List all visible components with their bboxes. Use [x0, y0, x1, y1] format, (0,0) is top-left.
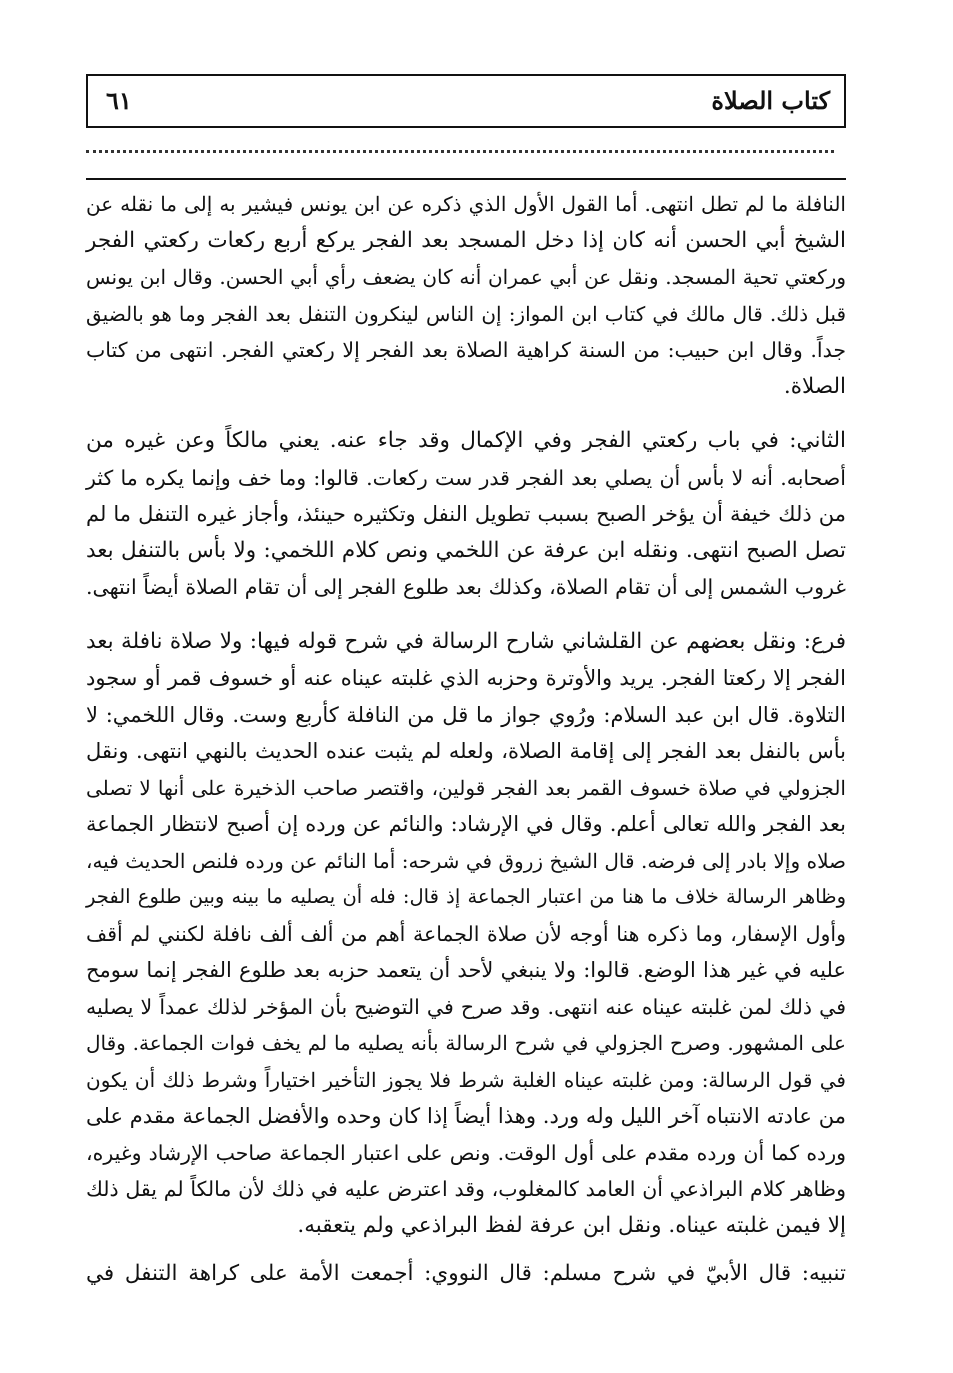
paragraph-2: [86, 423, 846, 606]
text-line: تنبيه: قال الأبيّ في شرح مسلم: قال النووي: أجمعت الأمة على كراهة التنفل في: [86, 1261, 846, 1286]
text-line: في قول الرسالة: ومن غلبته عيناه الغلبة شرط فلا يجوز التأخير اختياراً وشرط ذلك أن يكون: [86, 1067, 846, 1092]
text-line: الجزولي في صلاة خسوف القمر بعد الفجر قولين، واقتصر صاحب الذخيرة على أنها لا تصلى: [86, 775, 846, 800]
text-line: قبل ذلك. قال مالك في كتاب ابن المواز: إن الناس لينكرون التنفل بعد الفجر وما هو بالضيق: [86, 301, 846, 326]
text-line: النافلة ما لم تطل انتهى. أما القول الأول الذي ذكره عن ابن يونس فيشير به إلى ما نقله عن: [86, 192, 846, 216]
text-line: وظاهر كلام البراذعي أن العامد كالمغلوب، وقد اعترض عليه في ذلك لأن مالكاً لم يقل ذلك: [86, 1177, 846, 1201]
text-line: بأس بالنفل بعد الفجر إلى إقامة الصلاة، ولعله لم يثبت عنده الحديث بالنهي انتهى. ونقل: [86, 739, 846, 763]
page-number: ٦١: [106, 86, 132, 115]
text-line: تصل الصبح انتهى. ونقله ابن عرفة عن اللخمي ونص كلام اللخمي: ولا بأس بالتنفل بعد: [86, 537, 846, 563]
running-title: كتاب الصلاة: [711, 86, 830, 115]
text-line: غروب الشمس إلى أن تقام الصلاة، وكذلك بعد طلوع الفجر إلى أن تقام الصلاة أيضاً انتهى.: [86, 575, 846, 599]
text-line: الثاني: في باب ركعتي الفجر وفي الإكمال وقد جاء عنه. يعني مالكاً وعن غيره من: [86, 428, 846, 453]
solid-divider: [86, 178, 846, 180]
text-line: أصحابه. أنه لا بأس أن يصلي بعد الفجر قدر ست ركعات. قالوا: وما خف وإنما يكره ما كثر: [86, 465, 846, 490]
dotted-divider: [86, 150, 834, 153]
paragraph-3: [86, 624, 846, 1245]
text-line: التلاوة. قال ابن عبد السلام: ورُوي جواز ما قل من النافلة كأربع وست. وقال اللخمي: لا: [86, 702, 846, 727]
text-line: الشيخ أبي الحسن أنه كان إذا دخل المسجد بعد الفجر يركع أربع ركعات ركعتي الفجر: [86, 227, 846, 253]
text-line: إلا فيمن غلبته عيناه. ونقل ابن عرفة لفظ البراذعي ولم يتعقبه.: [297, 1212, 846, 1238]
text-line: الصلاة.: [783, 373, 846, 399]
text-line: وظاهر الرسالة خلاف ما هنا من اعتبار الجماعة إذ قال: فله أن يصليه ما بينه وبين طلوع الفجر: [86, 885, 846, 908]
text-line: ورده كما أن ورده مقدم على أول الوقت. ونص على اعتبار الجماعة صاحب الإرشاد وغيره،: [86, 1140, 846, 1165]
page-body: [86, 186, 846, 1293]
text-line: عليه في غير هذا الوضع. قالوا: ولا ينبغي لأحد أن يتعمد حزبه بعد طلوع الفجر إنما سومح: [86, 958, 846, 982]
text-line: وركعتي تحية المسجد. ونقل عن أبي عمران أنه كان يضعف رأي أبي الحسن. وقال ابن يونس: [86, 265, 846, 289]
running-header: [86, 74, 846, 128]
text-line: بعد الفجر والله تعالى أعلم. وقال في الإرشاد: والنائم عن ورده إن أصبح لانتظار الجماعة: [86, 812, 846, 836]
text-line: وأول الإسفار، وما ذكره هنا أوجه لأن صلاة الجماعة أهم من ألف ألف نافلة لكنني لم أقف: [86, 921, 846, 946]
text-line: في ذلك لمن غلبته عيناه عنه انتهى. وقد صرح في التوضيح بأن المؤخر لذلك عمداً لا يصليه: [86, 994, 846, 1019]
text-line: صلاه وإلا بادر إلى فرضه. قال الشيخ زروق في شرحه: أما النائم عن ورده فلنص الحديث فيه،: [86, 848, 846, 873]
paragraph-1: [86, 186, 846, 405]
text-line: من عادته الانتباه آخر الليل وله ورد. وهذا أيضاً إذا كان وحده والأفضل الجماعة مقدم على: [86, 1104, 846, 1128]
text-line: من ذلك خيفة أن يؤخر الصبح بسبب تطويل النفل وتكثيره حينئذ، وأجاز غيره التنفل ما لم: [86, 502, 846, 526]
text-line: الفجر إلا ركعتا الفجر. يريد والأوترة وحزبه الذي غلبته عيناه عنه أو خسوف قمر أو سجود: [86, 666, 846, 690]
paragraph-4: [86, 1256, 846, 1293]
text-line: فرع: ونقل بعضهم عن القلشاني شارح الرسالة في شرح قوله فيها: ولا صلاة نافلة بعد: [86, 628, 846, 654]
text-line: جداً. وقال ابن حبيب: من السنة كراهية الصلاة بعد الفجر إلا ركعتي الفجر. انتهى من كتاب: [86, 338, 846, 362]
text-line: على المشهور. وصرح الجزولي في شرح الرسالة بأنه يصليه ما لم يخف فوات الجماعة. وقال: [86, 1031, 846, 1055]
